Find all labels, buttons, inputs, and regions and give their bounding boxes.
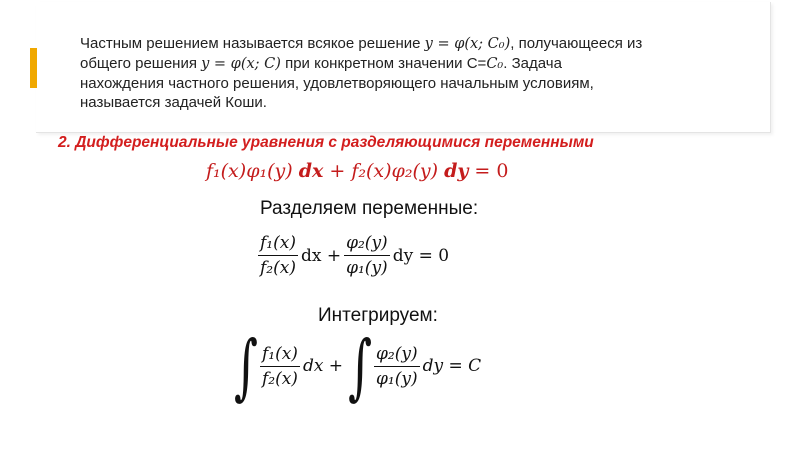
paragraph-line-1	[80, 34, 720, 54]
fraction-denominator: f₂(x)	[260, 258, 296, 278]
fraction-numerator: f₁(x)	[258, 233, 298, 256]
text: общего решения	[80, 55, 202, 72]
eq-term: f₂(x)φ₂(y)	[351, 160, 445, 182]
accent-bar	[30, 48, 37, 88]
text: Частным решением называется всякое решение	[80, 35, 425, 52]
fraction-phi	[374, 344, 420, 389]
fraction-denominator: φ₁(y)	[376, 368, 418, 389]
separate-variables-label: Разделяем переменные:	[260, 198, 479, 219]
eq-term: f₁(x)φ₁(y)	[206, 160, 299, 182]
fraction-phi	[344, 233, 390, 278]
eq-dx: dx	[298, 160, 324, 182]
fraction-denominator: φ₁(y)	[346, 258, 388, 278]
text: . Задача	[503, 55, 562, 72]
main-equation	[206, 160, 508, 182]
eq-rhs: = 0	[468, 160, 509, 182]
eq-tail: dy = 0	[392, 245, 450, 266]
separated-equation	[258, 233, 452, 278]
fraction-numerator: f₁(x)	[260, 344, 300, 367]
integrate-label: Интегрируем:	[318, 305, 438, 326]
section-title: . Дифференциальные уравнения с разделяющимися переменными	[66, 134, 594, 151]
text: при конкретном значении С=	[280, 55, 487, 72]
integrated-equation	[232, 324, 484, 408]
fraction-f	[258, 233, 298, 278]
paragraph-line-3: нахождения частного решения, удовлетворяющего начальным условиям,	[80, 75, 594, 92]
definition-paragraph	[80, 34, 720, 112]
formula-particular: y = φ(x; C₀)	[424, 36, 511, 52]
eq-dy: dy	[444, 160, 469, 182]
formula-general: y = φ(x; C)	[201, 56, 281, 72]
eq-dx: dx +	[300, 245, 342, 266]
integral-sign: ∫	[348, 324, 373, 408]
section-number: 2	[58, 134, 67, 151]
text: , получающееся из	[510, 35, 643, 52]
fraction-numerator: φ₂(y)	[344, 233, 390, 256]
section-heading	[58, 134, 594, 152]
eq-plus: +	[323, 160, 352, 182]
eq-dx: dx +	[302, 356, 344, 376]
fraction-numerator: φ₂(y)	[374, 344, 420, 367]
fraction-denominator: f₂(x)	[261, 368, 298, 389]
fraction-f	[260, 344, 300, 389]
formula-c0: C₀	[486, 56, 504, 72]
paragraph-line-2	[80, 54, 720, 74]
integral-sign: ∫	[234, 324, 258, 408]
paragraph-line-4: называется задачей Коши.	[80, 94, 267, 111]
eq-tail: dy = C	[422, 356, 482, 376]
